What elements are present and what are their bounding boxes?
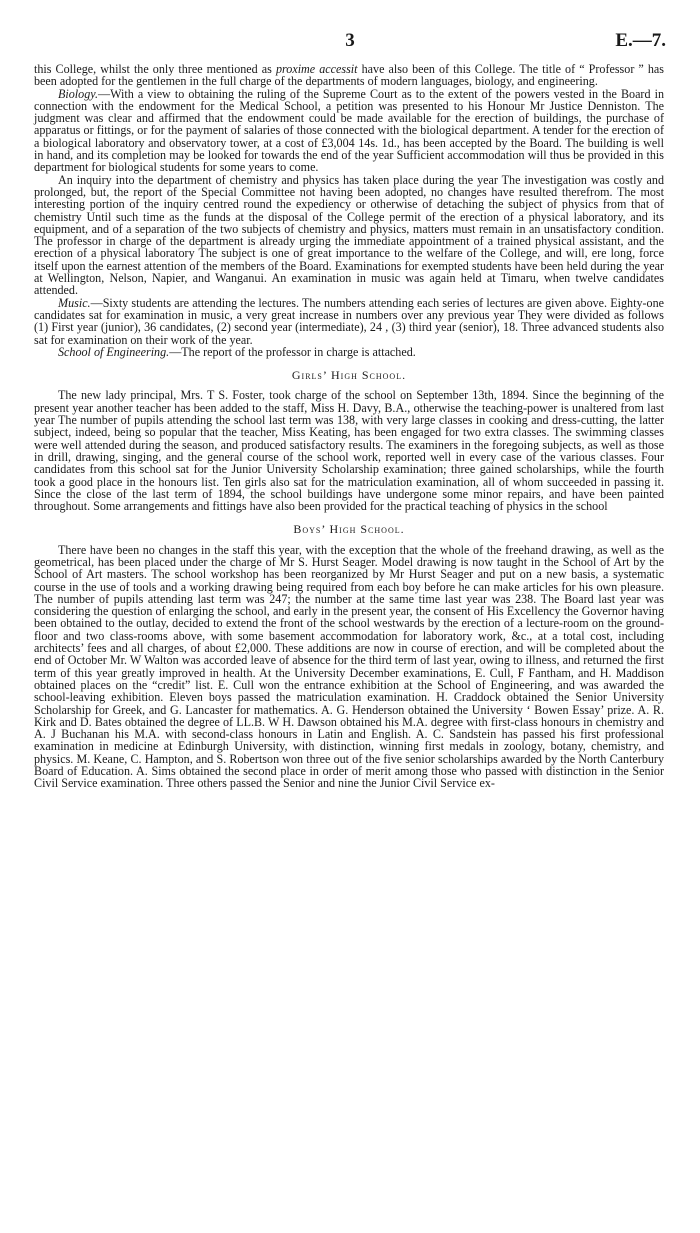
page-header [34,30,666,54]
section-heading-girls: Girls’ High School. [291,368,407,383]
document-reference: E.—7. [615,30,666,51]
biology-text: —With a view to obtaining the ruling of the Supreme Court as to the extent of the powers vested in the Board in connection with the endowment for the Medical School, a petition was presented to his Honour Mr Justice Denniston. The judgment was clear and affirmed that the endowment could be made available for the erection of buildings, the purchase of apparatus or fittings, or for the payment of salaries of those connected with the biological department. A tender for the erection of a biological laboratory and observatory tower, at a cost of £3,004 14s. 1d., has been accepted by the Board. The building is well in hand, and its completion may be looked for towards the end of the year Sufficient accommodation will thus be provided in this department for biological students for some years to come. [34,86,664,175]
latin-phrase: proxime accessit [275,62,358,76]
paragraph-biology [34,88,664,174]
paragraph-girls-school: The new lady principal, Mrs. T S. Foster, took charge of the school on September 13th, 1894. Since the beginning of the present year another teacher has been added to the staff, Miss H. Davy, B.A., otherwise the teaching-power is unaltered from last year The number of pupils attending the school last term was 138, with very large classes in cooking and dress-cutting, the latter subject, indeed, being so popular that the teacher, Miss Keating, has been engaged for two extra classes. The swimming classes were well attended during the season, and produced satisfactory results. The examiners in the foregoing subjects, as well as those in drill, drawing, singing, and the general course of the school work, reported well in every case of the various classes. Four candidates from this school sat for the Junior University Scholarship examination; three gained scholarships, while the fourth took a good place in the honours list. Ten girls also sat for the matriculation examination, all of whom succeeded in passing it. Since the close of the last term of 1894, the school buildings have undergone some minor repairs, and have been painted throughout. Some arrangements and fittings have also been provided for the practical teaching of physics in the school [34,388,664,514]
paragraph-music [34,297,664,346]
paragraph-boys-school: There have been no changes in the staff this year, with the exception that the whole of the freehand drawing, as well as the geometrical, has been placed under the charge of Mr S. Hurst Seager. Model drawing is now taught in the School of Art by the School of Art masters. The school workshop has been reorganized by Mr Hurst Seager and put on a new basis, a systematic course in the use of tools and a working drawing being required from each boy before he can make articles for his own pleasure. The number of pupils attending last term was 247; the number at the same time last year was 238. The Board last year was considering the question of enlarging the school, and early in the present year, the consent of His Excellency the Governor having been obtained to the outlay, decided to extend the front of the school westwards by the erection of a lecture-room on the ground-floor and two class-rooms above, with some basement accommodation for laboratory work, &c., at a total cost, including architects’ fees and all charges, of about £2,000. These additions are now in course of erection, and will be completed about the end of October Mr. W Walton was accorded leave of absence for the third term of last year, owing to illness, and returned the first term of this year greatly improved in health. At the University December examinations, E. Cull, F Fantham, and H. Maddison obtained places on the “credit” list. E. Cull won the entrance exhibition at the School of Engineering, and was awarded the school-leaving exhibition. Eleven boys passed the matriculation examination. H. Craddock obtained the Senior University Scholarship for Greek, and G. Lancaster for mathematics. A. G. Henderson obtained the University ‘ Bowen Essay’ prize. A. R. Kirk and D. Bates obtained the degree of LL.B. W H. Dawson obtained his M.A. degree with first-class honours in chemistry and A. J Buchanan his M.A. with second-class honours in Latin and English. A. C. Sandstein has passed his first professional examination in medicine at Edinburgh University, with distinction, winning first medals in zoology, botany, chemistry, and physics. M. Keane, C. Hampton, and S. Robertson won three out of the five senior scholarships awarded by the North Canterbury Board of Education. A. Sims obtained the second place in order of merit among those who passed with distinction in the Senior Civil Service examination. Three others passed the Senior and nine the Junior Civil Service ex- [34,542,664,791]
page-body [34,63,664,790]
engineering-title: School of Engineering. [58,344,170,359]
music-text: —Sixty students are attending the lectures. The numbers attending each series of lectures are given above. Eighty-one candidates sat for examination in music, a very great increase in numbers over any previous year They were divided as follows (1) First year (junior), 36 candidates, (2) second year (intermediate), 24 , (3) third year (senior), 18. Three advanced students also sat for examination on their work of the year. [34,295,664,347]
section-heading-boys: Boys’ High School. [293,522,405,537]
paragraph-chemistry: An inquiry into the department of chemistry and physics has taken place during the year The investigation was costly and prolonged, but, the report of the Special Committee not having been adopted, no changes have resulted therefrom. The most interesting portion of the inquiry centred round the expediency or otherwise of detaching the subject of physics from that of chemistry Until such time as the funds at the disposal of the College permit of the erection of a physical laboratory, and its equipment, and of a separation of the two subjects of chemistry and physics, matters must remain in an unsatisfactory condition. The professor in charge of the department is already urging the immediate appointment of a trained physical assistant, and the erection of a physical laboratory The subject is one of great importance to the welfare of the College, and will, ere long, force itself upon the earnest attention of the members of the Board. Examinations for exempted students have been held during the year at Wellington, Nelson, Napier, and Wanganui. An examination in music was again held at Timaru, when twelve candidates attended. [34,172,664,298]
engineering-text: —The report of the professor in charge is attached. [169,344,416,359]
paragraph-continuation: this College, whilst the only three mentioned as proxime accessit have also been of this College. The title of “ Professor ” has been adopted for the gentlemen in the full charge of the departments of modern languages, biology, and engineering. [34,62,665,89]
music-title: Music. [58,295,91,310]
page-number: 3 [345,30,355,51]
paragraph-engineering [34,346,664,358]
biology-title: Biology. [58,86,98,101]
